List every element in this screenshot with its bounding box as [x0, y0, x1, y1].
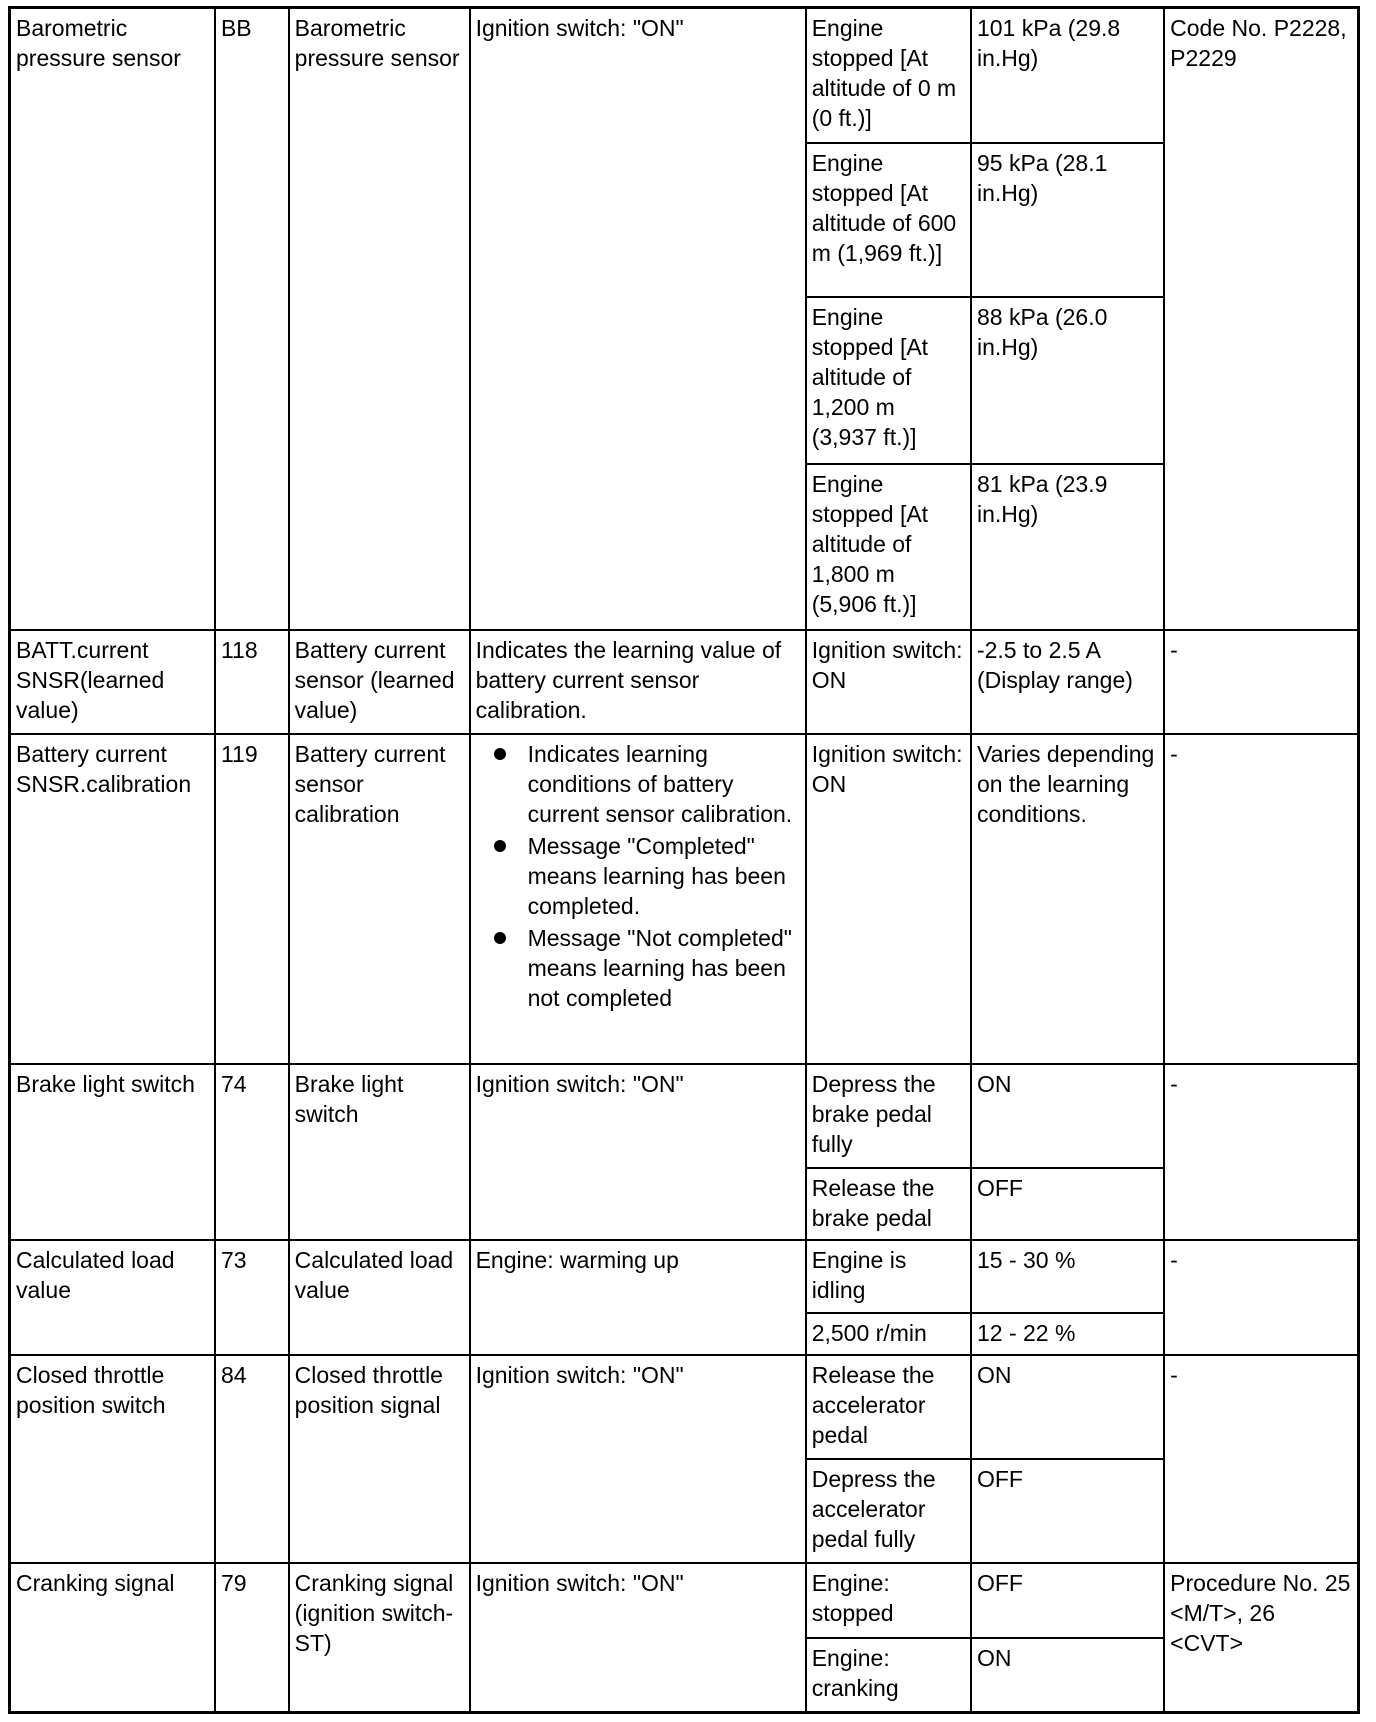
condition: Ignition switch: ON — [806, 734, 971, 1064]
table-row — [10, 630, 1359, 734]
value: ON — [971, 1064, 1164, 1168]
value: -2.5 to 2.5 A (Display range) — [971, 630, 1164, 734]
item-name: BATT.current SNSR(learned value) — [10, 630, 215, 734]
description: Ignition switch: "ON" — [470, 1064, 806, 1241]
table-row — [10, 8, 1359, 144]
description: Ignition switch: "ON" — [470, 1563, 806, 1713]
value: ON — [971, 1355, 1164, 1459]
reference: - — [1164, 1355, 1358, 1563]
signal-name: Barometric pressure sensor — [289, 8, 470, 630]
value: 95 kPa (28.1 in.Hg) — [971, 143, 1164, 297]
reference: - — [1164, 1240, 1358, 1354]
table-row — [10, 734, 1359, 1064]
bullet-item: Message "Completed" means learning has been completed. — [528, 831, 801, 921]
item-name: Barometric pressure sensor — [10, 8, 215, 630]
condition: Release the accelerator pedal — [806, 1355, 971, 1459]
description: Ignition switch: "ON" — [470, 1355, 806, 1563]
condition: Engine: stopped — [806, 1563, 971, 1638]
signal-name: Battery current sensor calibration — [289, 734, 470, 1064]
value: OFF — [971, 1459, 1164, 1563]
value: OFF — [971, 1563, 1164, 1638]
item-code: 84 — [215, 1355, 289, 1563]
value: 12 - 22 % — [971, 1313, 1164, 1355]
item-name: Brake light switch — [10, 1064, 215, 1241]
item-code: 79 — [215, 1563, 289, 1713]
value: 101 kPa (29.8 in.Hg) — [971, 8, 1164, 144]
value: 88 kPa (26.0 in.Hg) — [971, 297, 1164, 463]
signal-name: Calculated load value — [289, 1240, 470, 1354]
condition: Engine is idling — [806, 1240, 971, 1313]
value: OFF — [971, 1168, 1164, 1241]
reference: - — [1164, 630, 1358, 734]
value: Varies depending on the learning conditions. — [971, 734, 1164, 1064]
condition: 2,500 r/min — [806, 1313, 971, 1355]
table-row — [10, 1563, 1359, 1638]
item-code: 119 — [215, 734, 289, 1064]
bullet-item: Message "Not completed" means learning has been not completed — [528, 923, 801, 1013]
table-row — [10, 1355, 1359, 1459]
description: Engine: warming up — [470, 1240, 806, 1354]
reference: - — [1164, 1064, 1358, 1241]
description — [470, 734, 806, 1064]
description: Ignition switch: "ON" — [470, 8, 806, 630]
reference: - — [1164, 734, 1358, 1064]
condition: Engine stopped [At altitude of 0 m (0 ft.)] — [806, 8, 971, 144]
condition: Engine stopped [At altitude of 600 m (1,969 ft.)] — [806, 143, 971, 297]
signal-name: Brake light switch — [289, 1064, 470, 1241]
item-name: Closed throttle position switch — [10, 1355, 215, 1563]
value: 81 kPa (23.9 in.Hg) — [971, 464, 1164, 630]
signal-name: Battery current sensor (learned value) — [289, 630, 470, 734]
item-name: Battery current SNSR.calibration — [10, 734, 215, 1064]
reference: Code No. P2228, P2229 — [1164, 8, 1358, 630]
description-bullets — [476, 739, 801, 1013]
table-row — [10, 1064, 1359, 1168]
condition: Engine stopped [At altitude of 1,800 m (5,906 ft.)] — [806, 464, 971, 630]
monitor-item-table — [8, 6, 1360, 1714]
signal-name: Cranking signal (ignition switch-ST) — [289, 1563, 470, 1713]
item-code: 74 — [215, 1064, 289, 1241]
condition: Release the brake pedal — [806, 1168, 971, 1241]
signal-name: Closed throttle position signal — [289, 1355, 470, 1563]
item-code: 118 — [215, 630, 289, 734]
value: ON — [971, 1638, 1164, 1713]
item-code: 73 — [215, 1240, 289, 1354]
item-name: Calculated load value — [10, 1240, 215, 1354]
value: 15 - 30 % — [971, 1240, 1164, 1313]
description: Indicates the learning value of battery current sensor calibration. — [470, 630, 806, 734]
condition: Engine stopped [At altitude of 1,200 m (3,937 ft.)] — [806, 297, 971, 463]
condition: Engine: cranking — [806, 1638, 971, 1713]
reference: Procedure No. 25 <M/T>, 26 <CVT> — [1164, 1563, 1358, 1713]
item-code: BB — [215, 8, 289, 630]
bullet-item: Indicates learning conditions of battery current sensor calibration. — [528, 739, 801, 829]
item-name: Cranking signal — [10, 1563, 215, 1713]
condition: Ignition switch: ON — [806, 630, 971, 734]
condition: Depress the brake pedal fully — [806, 1064, 971, 1168]
condition: Depress the accelerator pedal fully — [806, 1459, 971, 1563]
table-row — [10, 1240, 1359, 1313]
